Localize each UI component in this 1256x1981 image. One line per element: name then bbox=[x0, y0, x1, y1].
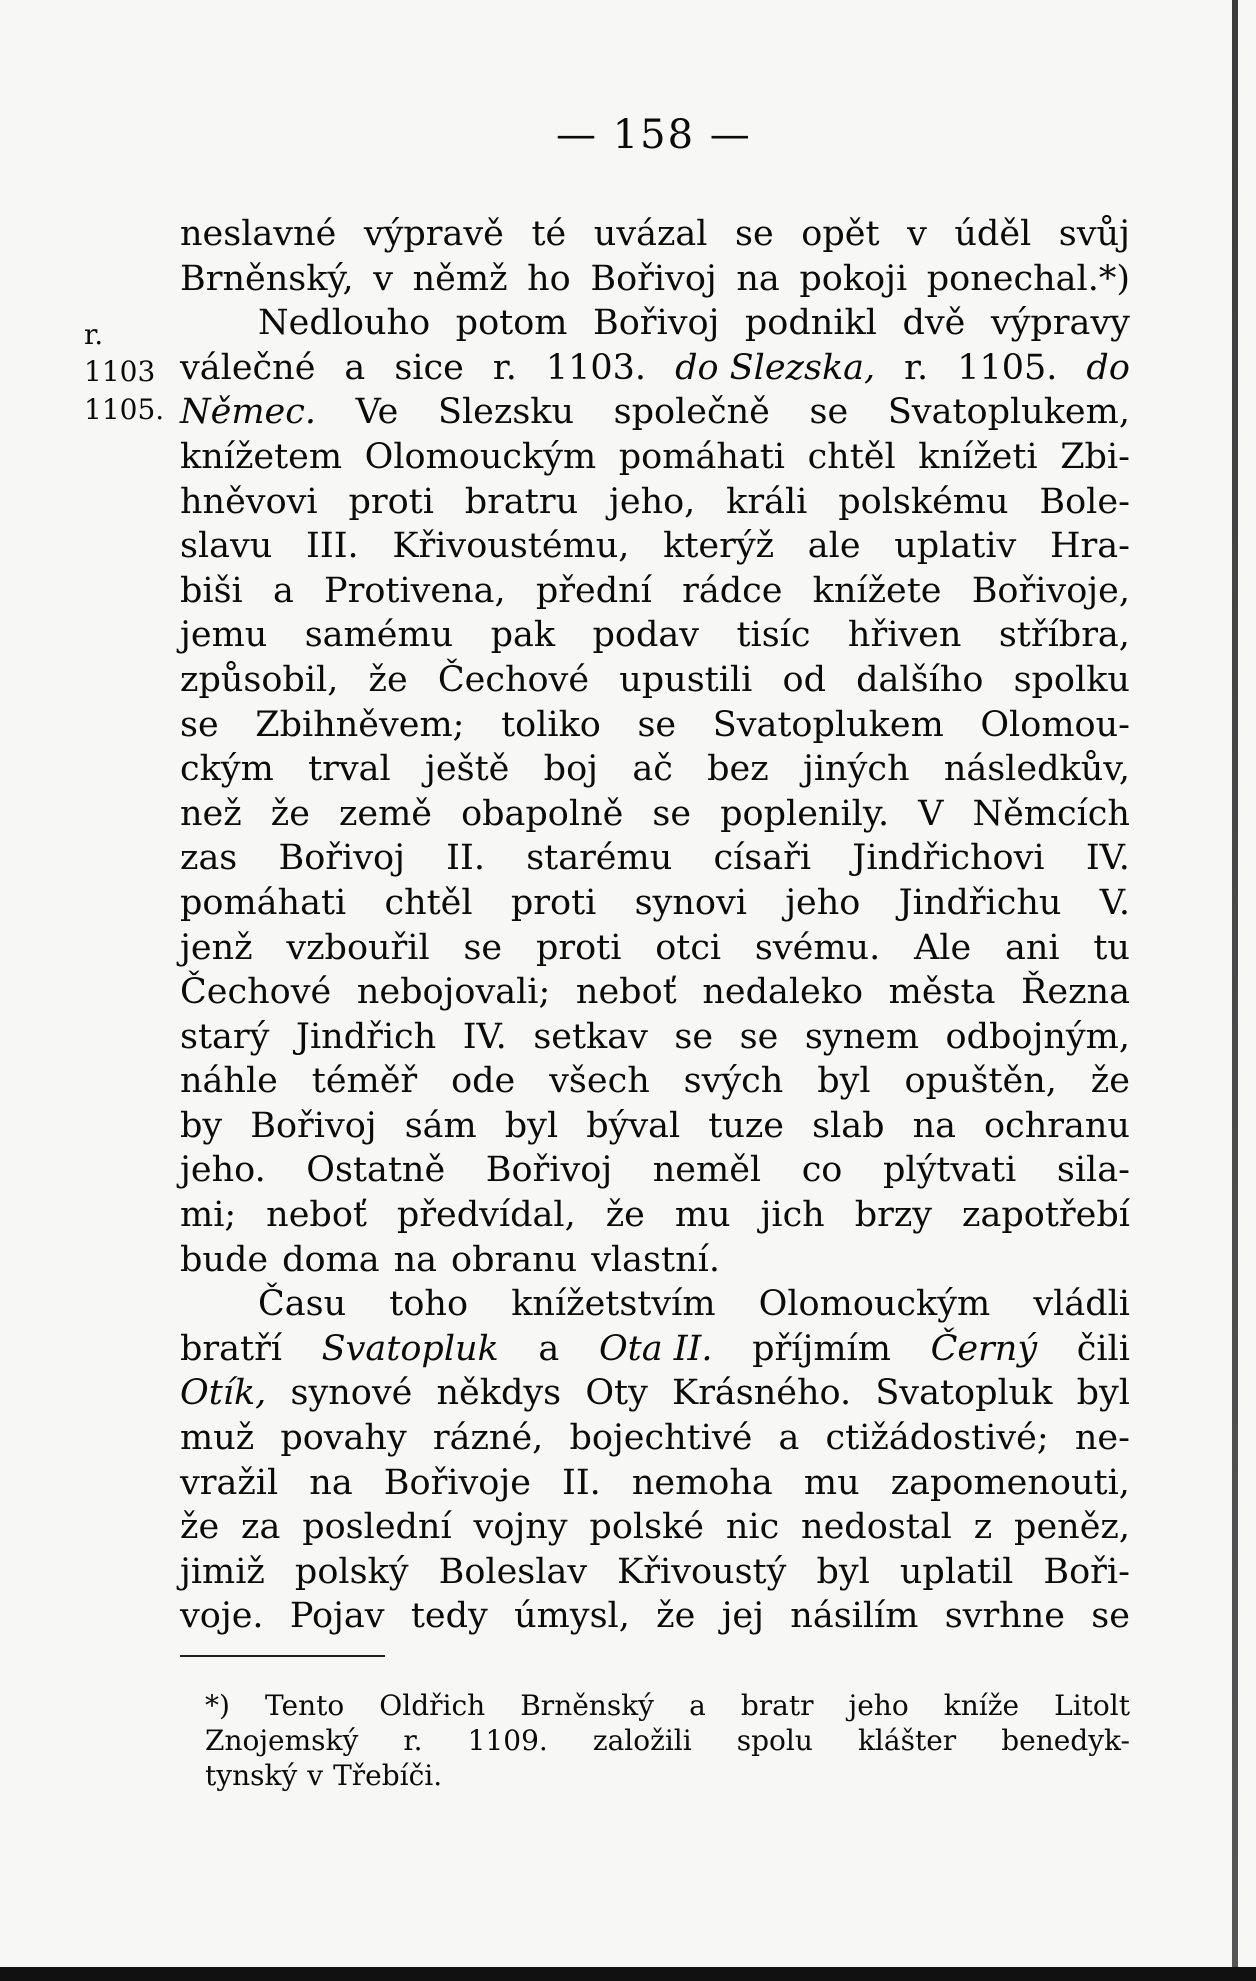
word: tu bbox=[1093, 927, 1130, 968]
word: jimiž bbox=[180, 1551, 265, 1592]
word: svých bbox=[683, 1061, 784, 1102]
italic-word: Otík, bbox=[180, 1373, 267, 1414]
word: r. bbox=[904, 347, 929, 388]
word: polský bbox=[294, 1551, 409, 1592]
footnote-word: tynský bbox=[205, 1759, 298, 1792]
text-line bbox=[180, 1550, 1130, 1595]
footnote-word: benedyk- bbox=[1001, 1724, 1130, 1757]
word: na bbox=[309, 1462, 353, 1503]
text-line bbox=[180, 1238, 1130, 1283]
word: proti bbox=[510, 882, 597, 923]
text-line bbox=[180, 1193, 1130, 1238]
margin-note-year-1105: 1105. bbox=[84, 393, 165, 426]
word: rádce bbox=[682, 570, 783, 611]
word: následkův, bbox=[943, 749, 1130, 790]
text-line bbox=[180, 703, 1130, 748]
footnote-word: *) bbox=[205, 1689, 230, 1722]
text-line bbox=[180, 970, 1130, 1015]
text-line bbox=[180, 1416, 1130, 1461]
word: Svatopluk bbox=[875, 1373, 1053, 1414]
word: uplativ bbox=[894, 526, 1017, 567]
word: ještě bbox=[425, 749, 510, 790]
word: rázné, bbox=[432, 1418, 544, 1459]
word: bojechtivé bbox=[569, 1418, 753, 1459]
word: dvě bbox=[902, 303, 966, 344]
word: Pojav bbox=[289, 1596, 385, 1637]
text-line bbox=[180, 569, 1130, 614]
word: hřiven bbox=[847, 615, 962, 656]
italic-word: Svatopluk bbox=[321, 1328, 499, 1369]
text-line bbox=[180, 613, 1130, 658]
word: byl bbox=[1076, 1373, 1130, 1414]
word: nebojovali; bbox=[356, 972, 551, 1013]
footnote-word: Třebíči. bbox=[333, 1759, 443, 1792]
word: dalšího bbox=[856, 659, 984, 700]
word: za bbox=[241, 1507, 281, 1548]
text-line bbox=[180, 390, 1130, 435]
word: v bbox=[373, 258, 394, 299]
word: že bbox=[270, 793, 310, 834]
word: Času bbox=[258, 1284, 347, 1325]
word: II. bbox=[562, 1462, 601, 1503]
word: by bbox=[180, 1105, 223, 1146]
word: Bole- bbox=[1039, 481, 1130, 522]
page-number: — 158 — bbox=[556, 112, 752, 158]
word: ne- bbox=[1074, 1418, 1130, 1459]
word: potom bbox=[455, 303, 568, 344]
text-line bbox=[180, 1505, 1130, 1550]
word: sám bbox=[404, 1105, 477, 1146]
word: Oty bbox=[585, 1373, 648, 1414]
word: nedaleko bbox=[702, 972, 864, 1013]
word: výpravě bbox=[363, 214, 504, 254]
word: Bořivoj bbox=[592, 303, 720, 344]
word: jeho. bbox=[180, 1150, 266, 1191]
text-line bbox=[180, 658, 1130, 703]
word: pomáhati bbox=[180, 882, 347, 923]
word: toliko bbox=[501, 704, 601, 745]
word: Svatoplukem, bbox=[887, 392, 1130, 433]
word: Slezsku bbox=[438, 392, 575, 433]
word: synové bbox=[290, 1373, 413, 1414]
word: ho bbox=[527, 258, 571, 299]
word: opuštěn, bbox=[904, 1061, 1057, 1102]
word: Čechové bbox=[180, 972, 332, 1013]
word: biši bbox=[180, 570, 243, 611]
margin-note-r: r. bbox=[84, 318, 104, 351]
word: se bbox=[463, 927, 503, 968]
word: Němcích bbox=[972, 793, 1130, 834]
word: Jindřich bbox=[295, 1016, 437, 1057]
text-line bbox=[180, 435, 1130, 480]
word: boj bbox=[543, 749, 599, 790]
word: Řezna bbox=[1021, 972, 1130, 1013]
word: že bbox=[368, 659, 408, 700]
word: ode bbox=[451, 1061, 516, 1102]
word: téměř bbox=[311, 1061, 418, 1102]
word: císaři bbox=[713, 838, 812, 879]
word: té bbox=[531, 214, 567, 254]
word: obranu bbox=[451, 1239, 578, 1280]
text-line bbox=[180, 1327, 1130, 1372]
word: stříbra, bbox=[998, 615, 1130, 656]
word: V. bbox=[1099, 882, 1130, 923]
italic-word: do bbox=[1086, 347, 1130, 388]
word: chtěl bbox=[807, 436, 896, 477]
word: se bbox=[739, 1016, 779, 1057]
word: obapolně bbox=[461, 793, 624, 834]
word: Bořivoj bbox=[590, 258, 717, 299]
word: nedostal bbox=[801, 1507, 952, 1548]
word: vládli bbox=[1033, 1284, 1130, 1325]
word: otci bbox=[655, 927, 722, 968]
word: r. bbox=[492, 347, 517, 388]
word: přední bbox=[535, 570, 652, 611]
word: setkav bbox=[533, 1016, 648, 1057]
word: a bbox=[272, 570, 294, 611]
word: Protivena, bbox=[324, 570, 506, 611]
word: neměl bbox=[652, 1150, 762, 1191]
word: ač bbox=[632, 749, 673, 790]
word: a bbox=[538, 1328, 560, 1369]
footnote-word: Znojemský bbox=[205, 1724, 359, 1757]
word: úmysl, bbox=[514, 1596, 630, 1637]
footnote-word: klášter bbox=[857, 1724, 957, 1757]
footnote-word: Tento bbox=[265, 1689, 345, 1722]
word: na bbox=[736, 258, 780, 299]
word: svému. bbox=[754, 927, 881, 968]
text-line bbox=[180, 1594, 1130, 1639]
word: se bbox=[674, 1016, 714, 1057]
text-line bbox=[180, 1059, 1130, 1104]
word: předvídal, bbox=[396, 1195, 576, 1236]
word: pokoji bbox=[799, 258, 908, 299]
text-line bbox=[180, 257, 1130, 302]
footnote-line bbox=[205, 1723, 1130, 1758]
word: Olomouckým bbox=[364, 436, 597, 477]
word: ochranu bbox=[984, 1105, 1130, 1146]
text-line bbox=[180, 346, 1130, 391]
word: mu bbox=[674, 1195, 731, 1236]
word: ani bbox=[1004, 927, 1060, 968]
word: synovi bbox=[634, 882, 747, 923]
word: odbojným, bbox=[945, 1016, 1130, 1057]
word: proti bbox=[535, 927, 622, 968]
text-line bbox=[180, 792, 1130, 837]
footnote-word: jeho bbox=[848, 1689, 909, 1722]
word: Bořivoje bbox=[383, 1462, 531, 1503]
word: vražil bbox=[180, 1462, 279, 1503]
word: že bbox=[605, 1195, 645, 1236]
text-line bbox=[180, 212, 1130, 257]
footnote-word: v bbox=[307, 1759, 324, 1792]
word: jeho, bbox=[609, 481, 696, 522]
text-line bbox=[180, 1371, 1130, 1416]
italic-word: Němec. bbox=[180, 392, 316, 433]
word: povahy bbox=[280, 1418, 407, 1459]
word: neslavné bbox=[180, 214, 337, 254]
word: peněz, bbox=[1014, 1507, 1130, 1548]
footnote-word: r. bbox=[403, 1724, 423, 1757]
word: tedy bbox=[410, 1596, 488, 1637]
word: Krásného. bbox=[672, 1373, 852, 1414]
footnote-divider bbox=[180, 1655, 385, 1657]
word: jemu bbox=[180, 615, 268, 656]
footnote-word: spolu bbox=[736, 1724, 813, 1757]
footnote-word: Oldřich bbox=[379, 1689, 486, 1722]
word: spolku bbox=[1013, 659, 1130, 700]
word: bez bbox=[707, 749, 769, 790]
word: jiných bbox=[802, 749, 910, 790]
word: ckým bbox=[180, 749, 274, 790]
word: byl bbox=[504, 1105, 559, 1146]
word: příjmím bbox=[752, 1328, 891, 1369]
word: bratří bbox=[180, 1328, 282, 1369]
word: Olomouckým bbox=[758, 1284, 991, 1325]
word: býval bbox=[586, 1105, 681, 1146]
word: slavu bbox=[180, 526, 273, 567]
word: Boři- bbox=[1043, 1551, 1130, 1592]
word: v bbox=[907, 214, 927, 254]
text-line bbox=[180, 1104, 1130, 1149]
word: Čechové bbox=[437, 659, 590, 700]
text-line bbox=[180, 881, 1130, 926]
word: uvázal bbox=[593, 214, 708, 254]
word: vlastní. bbox=[591, 1239, 720, 1280]
word: byl bbox=[817, 1061, 871, 1102]
word: nic bbox=[725, 1507, 780, 1548]
word: náhle bbox=[180, 1061, 278, 1102]
word: Nedlouho bbox=[258, 303, 431, 344]
word: podnikl bbox=[744, 303, 877, 344]
word: jej bbox=[721, 1596, 764, 1637]
word: bude bbox=[180, 1239, 269, 1280]
word: města bbox=[888, 972, 996, 1013]
word: Zbi- bbox=[1060, 436, 1130, 477]
word: poslední bbox=[302, 1507, 452, 1548]
word: plýtvati bbox=[882, 1150, 1017, 1191]
word: mi; bbox=[180, 1195, 237, 1236]
word: jeho bbox=[785, 882, 861, 923]
italic-word: do Slezska, bbox=[675, 347, 876, 388]
word: tisíc bbox=[736, 615, 811, 656]
word: čili bbox=[1076, 1328, 1130, 1369]
word: výpravy bbox=[990, 303, 1130, 344]
word: na bbox=[393, 1239, 438, 1280]
word: vzbouřil bbox=[286, 927, 430, 968]
word: IV. bbox=[462, 1016, 507, 1057]
word: byl bbox=[816, 1551, 870, 1592]
word: proti bbox=[348, 481, 434, 522]
word: Bořivoj bbox=[250, 1105, 377, 1146]
word: z bbox=[973, 1507, 993, 1548]
word: brzy bbox=[854, 1195, 933, 1236]
word: se bbox=[735, 214, 774, 254]
footnote-word: a bbox=[689, 1689, 706, 1722]
footnote-word: 1109. bbox=[467, 1724, 548, 1757]
footnote-line bbox=[205, 1758, 1130, 1793]
text-line bbox=[180, 747, 1130, 792]
word: němž bbox=[412, 258, 508, 299]
word: úděl bbox=[954, 214, 1032, 254]
footnote-word: bratr bbox=[740, 1689, 814, 1722]
word: země bbox=[338, 793, 433, 834]
word: trval bbox=[308, 749, 391, 790]
word: pomáhati bbox=[618, 436, 785, 477]
word: Křivoustému, bbox=[392, 526, 630, 567]
word: svrhne bbox=[944, 1596, 1065, 1637]
word: II. bbox=[446, 838, 485, 879]
word: III. bbox=[306, 526, 359, 567]
word: jich bbox=[760, 1195, 825, 1236]
word: chtěl bbox=[384, 882, 473, 923]
word: hněvovi bbox=[180, 481, 318, 522]
footnote-word: Litolt bbox=[1054, 1689, 1130, 1722]
word: Brněnský, bbox=[180, 258, 354, 299]
word: poplenily. bbox=[720, 793, 890, 834]
footnote bbox=[205, 1688, 1130, 1793]
text-line bbox=[180, 1015, 1130, 1060]
word: neboť bbox=[575, 972, 677, 1013]
word: uplatil bbox=[899, 1551, 1014, 1592]
word: Jindřichu bbox=[898, 882, 1062, 923]
word: že bbox=[656, 1596, 696, 1637]
word: doma bbox=[282, 1239, 380, 1280]
footnote-word: založili bbox=[592, 1724, 692, 1757]
word: Ale bbox=[914, 927, 972, 968]
word: Ve bbox=[355, 392, 399, 433]
body-text bbox=[180, 212, 1130, 1639]
word: ale bbox=[807, 526, 861, 567]
word: ctižádostivé; bbox=[825, 1418, 1049, 1459]
word: IV. bbox=[1085, 838, 1130, 879]
footnote-line bbox=[205, 1688, 1130, 1723]
word: válečné bbox=[180, 347, 316, 388]
word: upustili bbox=[619, 659, 753, 700]
word: starý bbox=[180, 1016, 270, 1057]
scan-edge-right bbox=[1232, 0, 1238, 1981]
text-line bbox=[180, 480, 1130, 525]
word: nemoha bbox=[631, 1462, 773, 1503]
word: knížetstvím bbox=[511, 1284, 716, 1325]
word: jenž bbox=[180, 927, 253, 968]
word: Bořivoje, bbox=[971, 570, 1130, 611]
word: Jindřichovi bbox=[852, 838, 1045, 879]
text-line bbox=[180, 1461, 1130, 1506]
text-line bbox=[180, 524, 1130, 569]
word: Zbihněvem; bbox=[255, 704, 465, 745]
word: knížetem bbox=[180, 436, 343, 477]
word: mu bbox=[803, 1462, 860, 1503]
word: sice bbox=[394, 347, 464, 388]
text-line bbox=[180, 301, 1130, 346]
word: knížete bbox=[812, 570, 942, 611]
text-line bbox=[180, 926, 1130, 971]
margin-note-year-1103: 1103 bbox=[84, 355, 156, 388]
word: pak bbox=[490, 615, 556, 656]
word: Boleslav bbox=[438, 1551, 588, 1592]
word: násilím bbox=[790, 1596, 919, 1637]
text-line bbox=[180, 1282, 1130, 1327]
word: sila- bbox=[1056, 1150, 1130, 1191]
word: Bořivoj bbox=[278, 838, 405, 879]
footnote-word: kníže bbox=[943, 1689, 1020, 1722]
word: slab bbox=[812, 1105, 885, 1146]
word: od bbox=[782, 659, 826, 700]
word: muž bbox=[180, 1418, 255, 1459]
word: vojny bbox=[473, 1507, 568, 1548]
word: polskému bbox=[838, 481, 1009, 522]
text-line bbox=[180, 836, 1130, 881]
word: co bbox=[801, 1150, 843, 1191]
word: V bbox=[918, 793, 944, 834]
word: Křivoustý bbox=[617, 1551, 787, 1592]
word: knížeti bbox=[918, 436, 1038, 477]
word: Olomou- bbox=[980, 704, 1130, 745]
word: na bbox=[912, 1105, 956, 1146]
word: že bbox=[1090, 1061, 1130, 1102]
word: synem bbox=[804, 1016, 920, 1057]
word: opět bbox=[801, 214, 880, 254]
word: polské bbox=[589, 1507, 704, 1548]
word: zapotřebí bbox=[962, 1195, 1130, 1236]
word: a bbox=[344, 347, 366, 388]
word: starému bbox=[526, 838, 673, 879]
word: se bbox=[652, 793, 692, 834]
italic-word: Černý bbox=[930, 1328, 1038, 1369]
italic-word: Ota II. bbox=[598, 1328, 713, 1369]
word: voje. bbox=[180, 1596, 264, 1637]
word: zas bbox=[180, 838, 238, 879]
word: kterýž bbox=[663, 526, 775, 567]
word: se bbox=[1091, 1596, 1130, 1637]
word: někdys bbox=[436, 1373, 562, 1414]
word: 1105. bbox=[957, 347, 1058, 388]
word: se bbox=[180, 704, 219, 745]
word: Svatoplukem bbox=[712, 704, 944, 745]
word: se bbox=[637, 704, 677, 745]
footnote-word: Brněnský bbox=[520, 1689, 654, 1722]
word: že bbox=[180, 1507, 220, 1548]
text-line bbox=[180, 1148, 1130, 1193]
word: samému bbox=[304, 615, 454, 656]
word: králi bbox=[726, 481, 808, 522]
scan-edge-bottom bbox=[0, 1967, 1256, 1981]
word: společně bbox=[613, 392, 770, 433]
word: 1103. bbox=[545, 347, 647, 388]
word: Bořivoj bbox=[485, 1150, 613, 1191]
word: bratru bbox=[464, 481, 579, 522]
word: způsobil, bbox=[180, 659, 339, 700]
word: Hra- bbox=[1050, 526, 1130, 567]
word: tuze bbox=[708, 1105, 785, 1146]
word: Ostatně bbox=[306, 1150, 446, 1191]
word: ponechal.*) bbox=[926, 258, 1130, 299]
word: zapomenouti, bbox=[890, 1462, 1130, 1503]
word: neboť bbox=[266, 1195, 367, 1236]
word: se bbox=[809, 392, 849, 433]
word: a bbox=[778, 1418, 800, 1459]
word: svůj bbox=[1058, 214, 1130, 254]
word: všech bbox=[549, 1061, 650, 1102]
word: než bbox=[180, 793, 242, 834]
word: podav bbox=[592, 615, 700, 656]
word: toho bbox=[389, 1284, 469, 1325]
